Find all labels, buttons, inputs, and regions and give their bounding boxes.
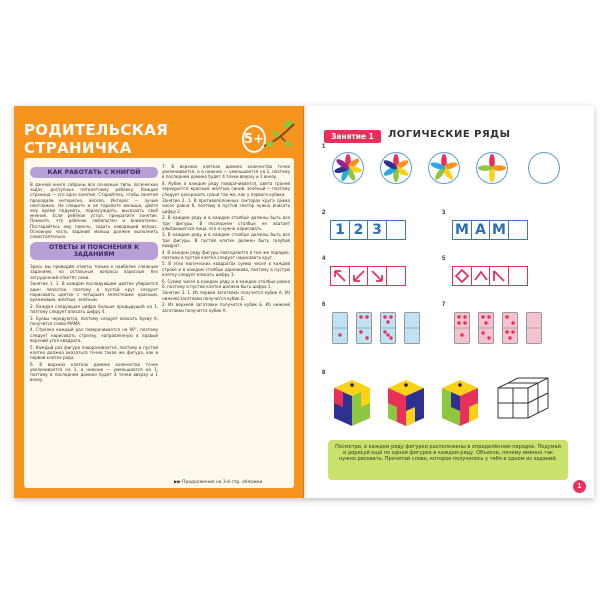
cube-icon: [438, 376, 490, 430]
domino-tile: [454, 312, 470, 344]
answer-item: 2. Каждая следующая цифра больше предыдущей на 1, поэтому следует вписать цифру 4.: [30, 303, 158, 314]
lesson-title: ЛОГИЧЕСКИЕ РЯДЫ: [388, 129, 511, 140]
domino-tile: [356, 312, 372, 344]
answer-item: 6. Сумма чисел в каждом ряду и в каждом столбце равна 6, поэтому в пустой клетке должна быть цифра 1.: [162, 278, 290, 289]
arrow-down-right-icon: [370, 269, 384, 283]
flower-icon: [476, 152, 508, 184]
corner-line-icon: [492, 269, 506, 283]
arrow-cell: [367, 266, 387, 286]
answer-item: 5. В этих магических квадратах сумма чисел в каждой строке и в каждом столбце одинакова, поэтому в пустую клетку следует вписать цифру 3.: [162, 261, 290, 277]
answer-item: Занятие 3. 1. Из первой заготовки получится кубик А. Из нижней заготовки получится кубик Б.: [162, 290, 290, 301]
answer-item: 2. В каждом ряду и в каждом столбце должны быть все три фигуры. В последнем столбце не хватает улыбающегося лица, его и нужно нарисовать.: [162, 215, 290, 231]
left-page: [14, 106, 304, 498]
empty-domino-answer[interactable]: [526, 312, 542, 344]
arrow-down-left-icon: [352, 269, 366, 283]
domino-tile: [332, 312, 348, 344]
page-banner: [24, 121, 266, 157]
flower-icon: [428, 152, 460, 184]
domino-tile: [380, 312, 396, 344]
answer-item: 5. Каждый раз фигура поворачивается, поэтому в пустой клетке должна оказаться точно такая же фигура, как в первой клетке ряда.: [30, 344, 158, 360]
text-column-left: [30, 164, 158, 384]
flower-icon: [380, 152, 412, 184]
empty-cell-answer[interactable]: [386, 266, 406, 286]
instruction-box: Посмотри, в каждом ряду фигурки расположены в определённом порядке. Подумай и дорисуй ещё по одной фигурке в каждом ряду. Объясни, почему именно так нужно рисовать. Прочитай слово, которое получилось у тебя в одном из заданий.: [328, 440, 568, 480]
lesson-tag: Занятие 1: [324, 130, 381, 143]
letter-cell: М: [489, 220, 509, 240]
parent-page-content: [24, 158, 294, 488]
right-page: [304, 106, 594, 498]
digit-cell: 3: [367, 220, 387, 240]
row-number: 6: [322, 302, 326, 308]
cube-icon: [384, 376, 436, 430]
book-spread: [14, 106, 594, 498]
empty-cube-answer[interactable]: [494, 374, 552, 432]
answer-item: 4. Стрелка каждый раз поворачивается на 90°, поэтому следует нарисовать стрелку, направленную в правый верхний угол квадрата.: [30, 327, 158, 343]
arrow-cell: [330, 266, 350, 286]
answer-item: 8. Кубик в каждом ряду поворачивается, цвета граней чередуются: красный, жёлтый, синий, зелёный — поэтому следует раскрасить грани так же, как у первого кубика.: [162, 181, 290, 197]
page-number: 1: [573, 480, 586, 493]
section-heading-answers: ОТВЕТЫ И ПОЯСНЕНИЯ К ЗАДАНИЯМ: [30, 242, 158, 260]
digit-cell: 2: [349, 220, 369, 240]
section-heading-how-to-work: КАК РАБОТАТЬ С КНИГОЙ: [30, 167, 158, 178]
flower-icon: [332, 152, 364, 184]
row-number: 4: [322, 256, 326, 262]
shape-cell: [471, 266, 491, 286]
empty-domino-answer[interactable]: [404, 312, 420, 344]
book-spine: [303, 106, 307, 498]
letters-row: [452, 220, 526, 240]
answer-item: 4. В каждом ряду фигуры повторяются в том же порядке, поэтому в пустой клетке следует нарисовать круг.: [162, 249, 290, 260]
row-number: 8: [322, 370, 326, 376]
continuation-note: ▶▶ Продолжение на 3-й стр. обложки: [174, 480, 263, 485]
answer-item: Занятие 1. 1. В каждом последующем цветке убирается один лепесток, поэтому в пустой круг следует нарисовать цветок с четырьмя лепестками: красным, оранжевым, жёлтым, зелёным.: [30, 281, 158, 302]
letter-cell: М: [452, 220, 472, 240]
cube-icon: [330, 376, 382, 430]
arrow-cell: [349, 266, 369, 286]
page-title: РОДИТЕЛЬСКАЯ СТРАНИЧКА: [24, 121, 169, 157]
row-number: 2: [322, 210, 326, 216]
domino-tile: [478, 312, 494, 344]
letter-cell: А: [471, 220, 491, 240]
diamond-icon: [455, 269, 469, 283]
answer-item: 6. В верхних клетках домино количество точек увеличивается на 1, в нижних — уменьшается на 1, поэтому в последнем домино будет 4 точки вверху и 1 внизу.: [30, 361, 158, 383]
section-text: Здесь мы приводим ответы только к наиболее сложным заданиям, на остальные вопросы взрослые без затруднений ответят сами.: [30, 264, 158, 280]
answer-item: 3. В каждом ряду и в каждом столбце должны быть все три фигуры. В пустой клетке должен быть голубой квадрат.: [162, 232, 290, 248]
empty-circle-answer[interactable]: [528, 152, 560, 184]
answer-item: 3. Буквы чередуются, поэтому следует вписать букву А; получится слово МАМА.: [30, 315, 158, 326]
digits-row: [330, 220, 404, 240]
empty-cell-answer[interactable]: [386, 220, 406, 240]
digit-cell: 1: [330, 220, 350, 240]
answer-item: Занятие 2. 1. В противоположных секторах круга сумма чисел равна 6, поэтому в пустой сектор нужно вписать цифру 2.: [162, 198, 290, 214]
chevron-up-icon: [474, 269, 488, 283]
arrows-row: [330, 266, 404, 286]
row-number: 3: [442, 210, 446, 216]
text-column-right: [162, 164, 290, 314]
shape-cell: [489, 266, 509, 286]
empty-cell-answer[interactable]: [508, 266, 528, 286]
shapes-row: [452, 266, 526, 286]
domino-tile: [502, 312, 518, 344]
row-number: 5: [442, 256, 446, 262]
answer-item: 2. Из верхней заготовки получится кубик Б. Из нижней заготовки получится кубик А.: [162, 302, 290, 313]
answer-item: 7. В верхних клетках домино количество точек увеличивается, а в нижних — уменьшается на 1, поэтому в последнем домино будет 4 точки вверху и 1 внизу.: [162, 164, 290, 180]
section-text: В данной книге собраны все основные типы логических задач, доступных пятилетнему ребёнку. Каждая страница — это одно занятие. Старайтесь, чтобы занятия проходили интересно, весело. Интерес — лучше неотложно. Не спешите и не торопите малыша, дайте ему время подумать, порассуждать, высказать своё мнение. Если ребёнок устал, прекратите занятие. Помните, что ребёнок любопытен и внимателен. Постарайтесь ему помочь, задать наводящий вопрос. Основную часть заданий малыш должен выполнить самостоятельно.: [30, 182, 158, 240]
age-badge: 5+: [242, 125, 266, 153]
branch-icon: [262, 116, 298, 156]
empty-cell-answer[interactable]: [508, 220, 528, 240]
arrow-up-left-icon: [333, 269, 347, 283]
row-number: 7: [442, 302, 446, 308]
shape-cell: [452, 266, 472, 286]
row-number: 1: [322, 144, 326, 150]
